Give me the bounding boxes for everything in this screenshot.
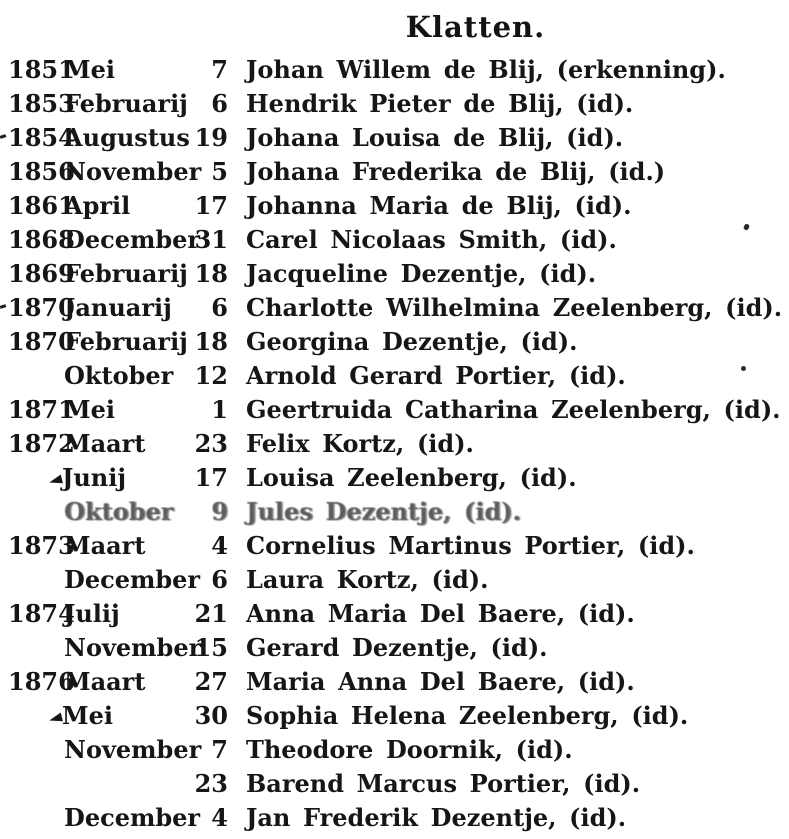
entry-year: 1873 — [8, 531, 75, 560]
register-row — [0, 495, 789, 529]
entry-name: Jules Dezentje, (id). — [246, 497, 521, 526]
entry-day: 4 — [211, 803, 228, 832]
entry-day: 7 — [211, 735, 228, 764]
entry-month: November — [64, 735, 202, 764]
entry-name: Cornelius Martinus Portier, (id). — [246, 531, 695, 560]
entry-month: Augustus — [64, 123, 190, 152]
entry-month: Februarij — [64, 259, 188, 288]
entry-month: Julij — [64, 599, 120, 628]
entry-name: Anna Maria Del Baere, (id). — [246, 599, 635, 628]
entry-month: Maart — [64, 667, 146, 696]
entry-name: Jan Frederik Dezentje, (id). — [246, 803, 627, 832]
entry-day: 15 — [194, 633, 228, 662]
entry-month: December — [64, 565, 201, 594]
register-row — [0, 461, 789, 495]
entry-name: Georgina Dezentje, (id). — [246, 327, 578, 356]
register-row — [0, 427, 789, 461]
register-row — [0, 563, 789, 597]
entry-name: Geertruida Catharina Zeelenberg, (id). — [246, 395, 781, 424]
entry-month: Oktober — [64, 497, 174, 526]
entry-year: 1861 — [8, 191, 75, 220]
entry-month: Mei — [64, 395, 115, 424]
entry-day: 19 — [194, 123, 228, 152]
entry-name: Maria Anna Del Baere, (id). — [246, 667, 635, 696]
entry-month: April — [64, 191, 131, 220]
entry-day: 6 — [211, 293, 228, 322]
entry-name: Arnold Gerard Portier, (id). — [246, 361, 626, 390]
register-row — [0, 665, 789, 699]
register-row — [0, 529, 789, 563]
entry-name: Barend Marcus Portier, (id). — [246, 769, 641, 798]
entry-name: Louisa Zeelenberg, (id). — [246, 463, 577, 492]
entry-day: 9 — [211, 497, 228, 526]
entry-month: Januarij — [64, 293, 172, 322]
entry-month: November — [64, 157, 202, 186]
entry-year: 1870 — [0, 291, 64, 325]
register-row — [0, 53, 789, 87]
entry-day: 6 — [211, 89, 228, 118]
entry-month: Oktober — [64, 361, 174, 390]
entry-year: 1853 — [8, 89, 75, 118]
register-row — [0, 631, 789, 665]
entry-month: Maart — [64, 531, 146, 560]
register-row — [0, 155, 789, 189]
entry-name: Theodore Doornik, (id). — [246, 735, 573, 764]
register-row — [0, 597, 789, 631]
entry-year: 1874 — [8, 599, 75, 628]
entry-day: 21 — [194, 599, 228, 628]
register-row — [0, 87, 789, 121]
entry-day: 30 — [194, 701, 228, 730]
entry-day: 31 — [194, 225, 228, 254]
register-row — [0, 699, 789, 733]
tick-mark — [0, 304, 6, 309]
ink-speck — [741, 366, 746, 371]
entry-day: 7 — [211, 55, 228, 84]
entry-month: December — [64, 225, 201, 254]
entry-day: 23 — [194, 429, 228, 458]
arrow-mark — [48, 713, 63, 725]
register-row — [0, 359, 789, 393]
entry-name: Felix Kortz, (id). — [246, 429, 474, 458]
entry-month: Junij — [64, 461, 194, 495]
arrow-mark — [48, 475, 63, 487]
entry-month: Mei — [64, 55, 115, 84]
entry-year: 1876 — [8, 667, 75, 696]
entry-day: 6 — [211, 565, 228, 594]
entry-year: 1854 — [0, 121, 64, 155]
register-row — [0, 291, 789, 325]
entry-month: Februarij — [64, 89, 188, 118]
entry-name: Johana Louisa de Blij, (id). — [246, 123, 624, 152]
entry-name: Sophia Helena Zeelenberg, (id). — [246, 701, 689, 730]
entry-year: 1851 — [8, 55, 75, 84]
entry-month: Maart — [64, 429, 146, 458]
entry-day: 12 — [194, 361, 228, 390]
register-row — [0, 189, 789, 223]
entry-year: 1871 — [8, 395, 75, 424]
entry-day: 17 — [194, 191, 228, 220]
entry-day: 18 — [194, 327, 228, 356]
entry-year: 1868 — [8, 225, 75, 254]
register-row — [0, 121, 789, 155]
entry-day: 17 — [194, 463, 228, 492]
register-row — [0, 223, 789, 257]
entry-day: 18 — [194, 259, 228, 288]
entry-day: 27 — [194, 667, 228, 696]
entry-name: Johan Willem de Blij, (erkenning). — [246, 55, 726, 84]
register-row — [0, 767, 789, 801]
register-row — [0, 257, 789, 291]
entry-name: Laura Kortz, (id). — [246, 565, 489, 594]
entry-month: November — [64, 633, 202, 662]
entry-name: Gerard Dezentje, (id). — [246, 633, 548, 662]
entry-month: Mei — [64, 699, 194, 733]
entry-year: 1856 — [8, 157, 75, 186]
entry-day: 23 — [194, 769, 228, 798]
entry-year: 1870 — [8, 327, 75, 356]
page-title: Klatten. — [405, 10, 546, 44]
entry-name: Carel Nicolaas Smith, (id). — [246, 225, 617, 254]
tick-mark — [0, 134, 6, 139]
entry-month: Februarij — [64, 327, 188, 356]
entry-day: 1 — [211, 395, 228, 424]
register-list — [0, 53, 789, 835]
entry-name: Charlotte Wilhelmina Zeelenberg, (id). — [246, 293, 783, 322]
entry-month: December — [64, 803, 201, 832]
entry-name: Hendrik Pieter de Blij, (id). — [246, 89, 634, 118]
register-row — [0, 733, 789, 767]
entry-day: 5 — [211, 157, 228, 186]
entry-day: 4 — [211, 531, 228, 560]
entry-year: 1872 — [8, 429, 75, 458]
entry-year: 1869 — [8, 259, 75, 288]
entry-name: Jacqueline Dezentje, (id). — [246, 259, 597, 288]
register-row — [0, 801, 789, 835]
entry-name: Johanna Maria de Blij, (id). — [246, 191, 632, 220]
register-row — [0, 393, 789, 427]
entry-name: Johana Frederika de Blij, (id.) — [246, 157, 666, 186]
register-row — [0, 325, 789, 359]
